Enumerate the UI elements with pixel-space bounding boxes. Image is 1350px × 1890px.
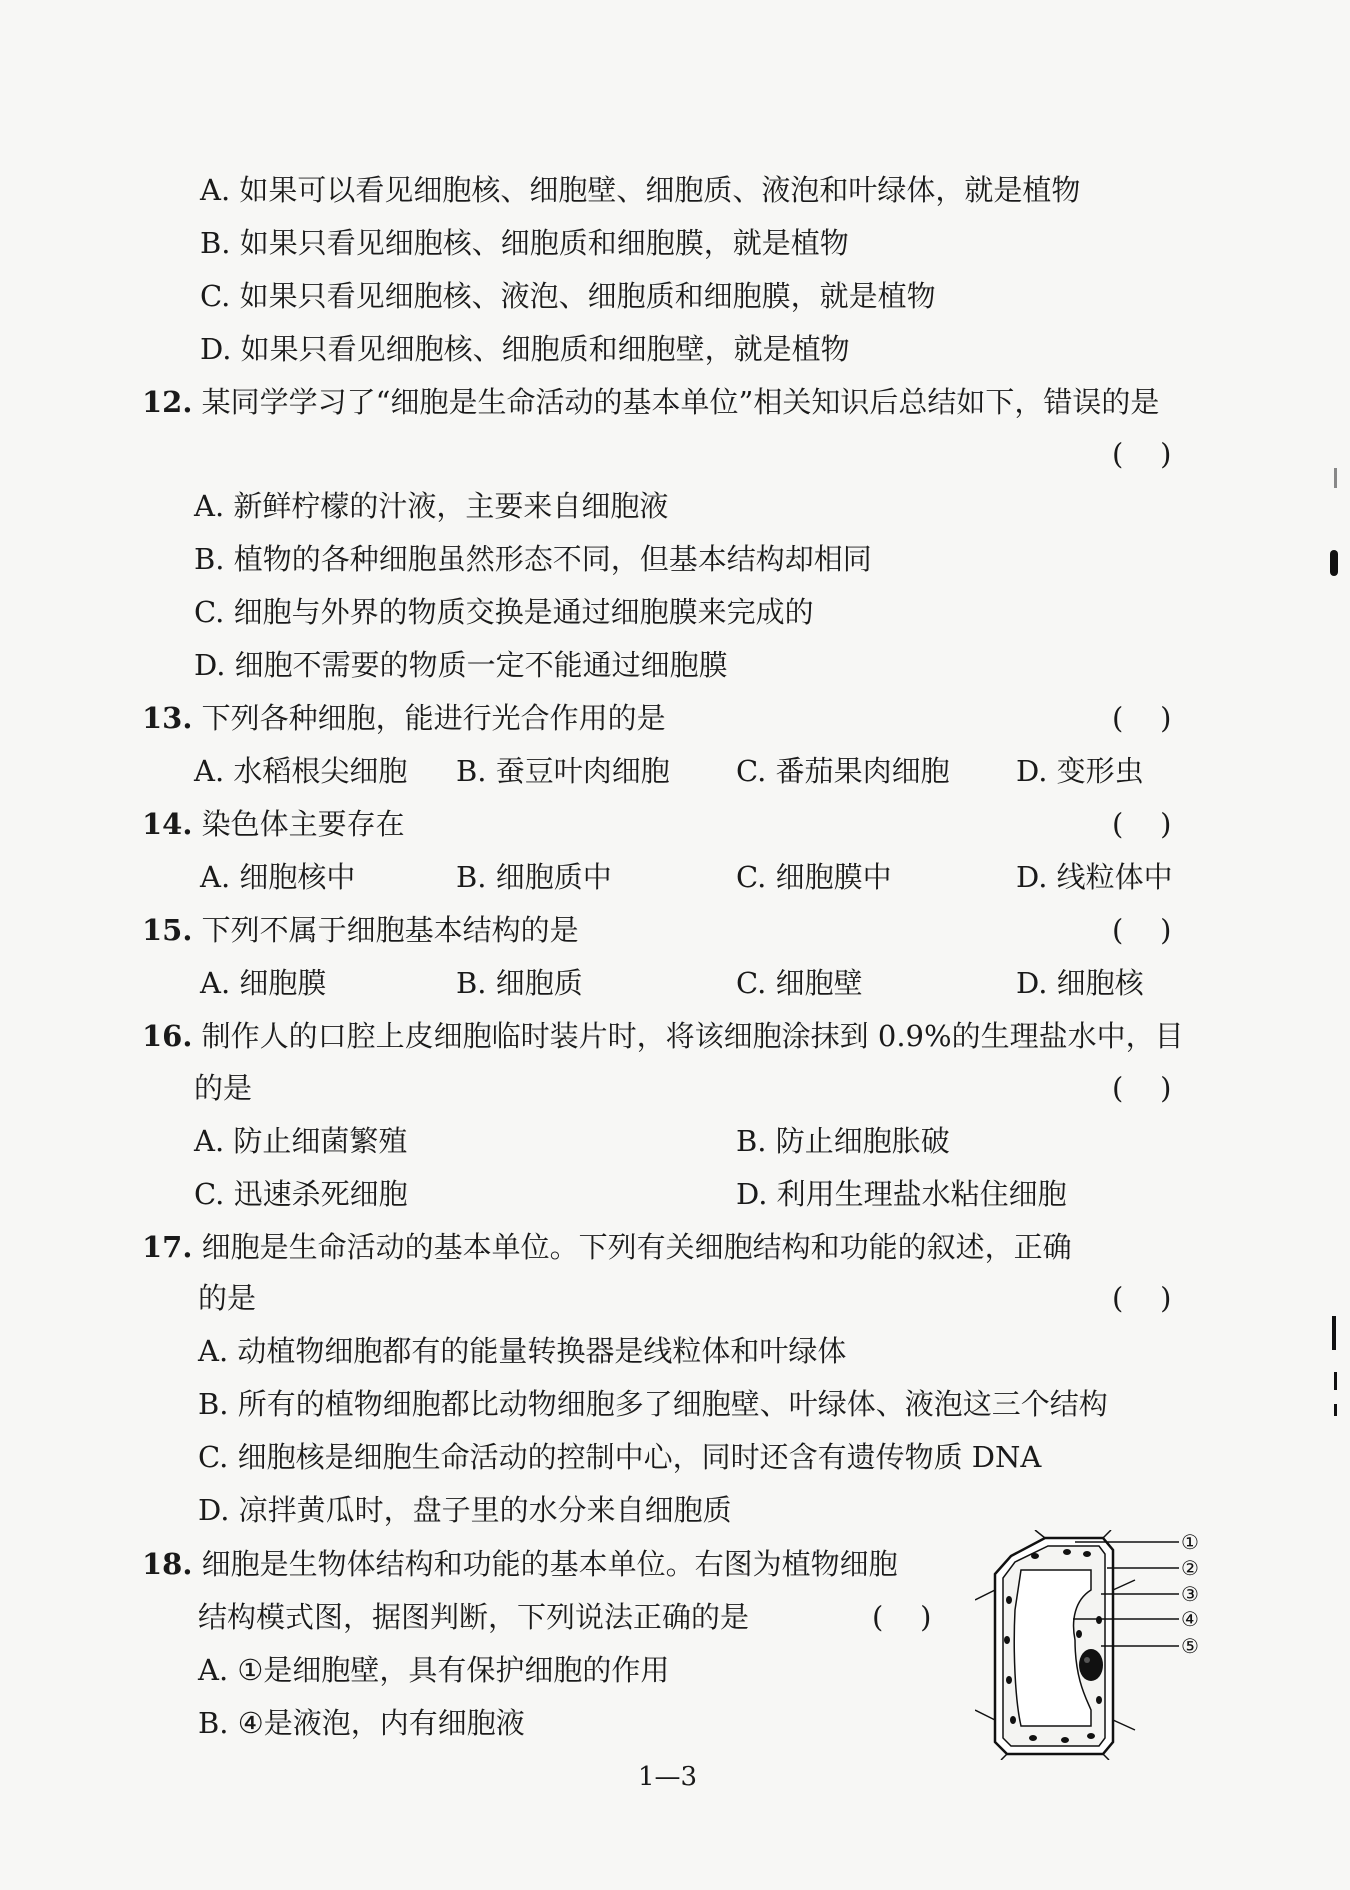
q16-option-a: A. 防止细菌繁殖 xyxy=(194,1124,408,1158)
scan-mark xyxy=(1330,550,1338,576)
q11-option-c: C. 如果只看见细胞核、液泡、细胞质和细胞膜，就是植物 xyxy=(200,279,936,313)
q13-option-d: D. 变形虫 xyxy=(1016,754,1144,788)
figure-label-1: ① xyxy=(1181,1530,1199,1554)
q15-answer-blank: ( ) xyxy=(1112,913,1172,947)
plant-cell-diagram xyxy=(975,1530,1225,1760)
q15-stem xyxy=(142,912,579,948)
scan-mark xyxy=(1332,1316,1336,1350)
q12-number: 12. xyxy=(142,385,193,419)
q15-number: 15. xyxy=(142,913,193,947)
q13-text: 下列各种细胞，能进行光合作用的是 xyxy=(201,701,666,735)
q11-option-a: A. 如果可以看见细胞核、细胞壁、细胞质、液泡和叶绿体，就是植物 xyxy=(200,173,1081,207)
q13-option-a: A. 水稻根尖细胞 xyxy=(194,754,408,788)
q18-number: 18. xyxy=(142,1547,193,1581)
q13-answer-blank: ( ) xyxy=(1112,701,1172,735)
q15-text: 下列不属于细胞基本结构的是 xyxy=(201,913,579,947)
q14-answer-blank: ( ) xyxy=(1112,807,1172,841)
figure-label-5: ⑤ xyxy=(1181,1634,1199,1658)
q12-stem xyxy=(142,384,1159,420)
q16-option-b: B. 防止细胞胀破 xyxy=(736,1124,950,1158)
q17-text: 细胞是生命活动的基本单位。下列有关细胞结构和功能的叙述，正确 xyxy=(201,1230,1072,1264)
q18-text: 细胞是生物体结构和功能的基本单位。右图为植物细胞 xyxy=(201,1547,898,1581)
q18-answer-blank: ( ) xyxy=(872,1600,932,1634)
q14-stem xyxy=(142,806,405,842)
figure-label-2: ② xyxy=(1181,1556,1199,1580)
figure-label-3: ③ xyxy=(1181,1582,1199,1606)
q17-option-a: A. 动植物细胞都有的能量转换器是线粒体和叶绿体 xyxy=(198,1334,847,1368)
q13-stem xyxy=(142,700,666,736)
q17-stem xyxy=(142,1229,1072,1265)
q13-number: 13. xyxy=(142,701,193,735)
nucleus xyxy=(1079,1649,1103,1681)
q14-text: 染色体主要存在 xyxy=(201,807,405,841)
q15-option-c: C. 细胞壁 xyxy=(736,966,863,1000)
q16-option-c: C. 迅速杀死细胞 xyxy=(194,1177,408,1211)
q17-option-d: D. 凉拌黄瓜时，盘子里的水分来自细胞质 xyxy=(198,1493,732,1527)
q11-option-b: B. 如果只看见细胞核、细胞质和细胞膜，就是植物 xyxy=(200,226,849,260)
q18-text-continued: 结构模式图，据图判断，下列说法正确的是 xyxy=(198,1600,750,1634)
q12-option-d: D. 细胞不需要的物质一定不能通过细胞膜 xyxy=(194,648,728,682)
q18-option-b: B. ④是液泡，内有细胞液 xyxy=(198,1706,525,1740)
q12-option-a: A. 新鲜柠檬的汁液，主要来自细胞液 xyxy=(194,489,669,523)
q17-option-b: B. 所有的植物细胞都比动物细胞多了细胞壁、叶绿体、液泡这三个结构 xyxy=(198,1387,1108,1421)
q14-option-c: C. 细胞膜中 xyxy=(736,860,892,894)
q15-option-b: B. 细胞质 xyxy=(456,966,583,1000)
scan-mark xyxy=(1334,468,1337,488)
scan-mark xyxy=(1334,1404,1337,1416)
q12-option-c: C. 细胞与外界的物质交换是通过细胞膜来完成的 xyxy=(194,595,814,629)
q12-text: 某同学学习了“细胞是生命活动的基本单位”相关知识后总结如下，错误的是 xyxy=(201,385,1160,419)
q16-option-d: D. 利用生理盐水粘住细胞 xyxy=(736,1177,1067,1211)
q11-option-d: D. 如果只看见细胞核、细胞质和细胞壁，就是植物 xyxy=(200,332,850,366)
q14-option-d: D. 线粒体中 xyxy=(1016,860,1173,894)
q13-option-b: B. 蚕豆叶肉细胞 xyxy=(456,754,670,788)
q16-stem xyxy=(142,1018,1184,1054)
q14-option-a: A. 细胞核中 xyxy=(200,860,356,894)
scan-mark xyxy=(1334,1372,1337,1390)
q12-answer-blank: ( ) xyxy=(1112,437,1172,471)
q17-number: 17. xyxy=(142,1230,193,1264)
q16-text: 制作人的口腔上皮细胞临时装片时，将该细胞涂抹到 0.9%的生理盐水中，目 xyxy=(201,1019,1184,1053)
q17-option-c: C. 细胞核是细胞生命活动的控制中心，同时还含有遗传物质 DNA xyxy=(198,1440,1042,1474)
q15-option-d: D. 细胞核 xyxy=(1016,966,1144,1000)
figure-label-4: ④ xyxy=(1181,1607,1199,1631)
q14-option-b: B. 细胞质中 xyxy=(456,860,612,894)
q18-option-a: A. ①是细胞壁，具有保护细胞的作用 xyxy=(198,1653,670,1687)
q18-stem xyxy=(142,1546,898,1582)
page-number: 1—3 xyxy=(638,1762,698,1792)
q17-text-continued: 的是 xyxy=(198,1281,257,1315)
q14-number: 14. xyxy=(142,807,193,841)
q15-option-a: A. 细胞膜 xyxy=(200,966,327,1000)
q12-option-b: B. 植物的各种细胞虽然形态不同，但基本结构却相同 xyxy=(194,542,872,576)
q13-option-c: C. 番茄果肉细胞 xyxy=(736,754,950,788)
q16-answer-blank: ( ) xyxy=(1112,1071,1172,1105)
q17-answer-blank: ( ) xyxy=(1112,1281,1172,1315)
q16-text-continued: 的是 xyxy=(194,1071,253,1105)
q16-number: 16. xyxy=(142,1019,193,1053)
